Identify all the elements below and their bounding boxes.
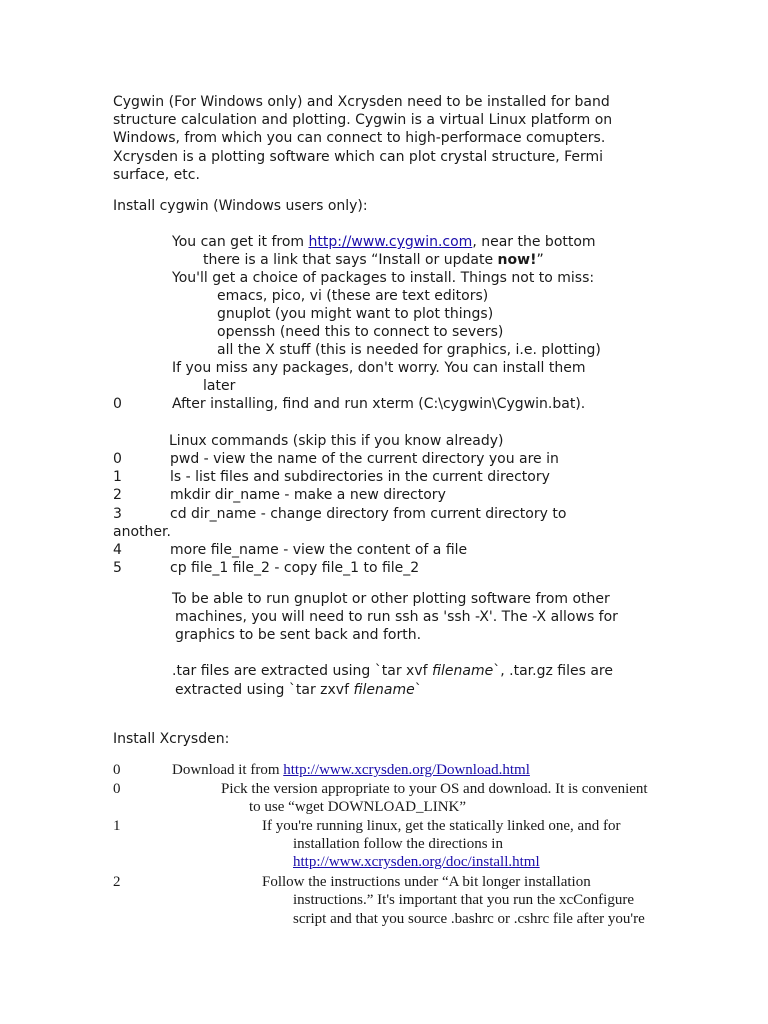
cygwin-miss-line: If you miss any packages, don't worry. You can install them (172, 360, 586, 376)
cygwin-now-bold: now! (497, 252, 537, 268)
step-num: 0 (113, 781, 121, 797)
step-num: 0 (113, 762, 121, 778)
xcrysden-heading: Install Xcrysden: (113, 731, 230, 747)
cygwin-get-prefix: You can get it from (172, 234, 309, 250)
intro-paragraph: Cygwin (For Windows only) and Xcrysden need to be installed for band structure calculation and plotting. Cygwin is a virtual Linux platform on Windows, from which you can connect to high-performace comupters. Xcrysden is a plotting software which can plot crystal structure, Fermi surface, etc. (113, 94, 613, 183)
cygwin-miss-later: later (203, 378, 236, 394)
cygwin-link[interactable]: http://www.cygwin.com (308, 234, 473, 250)
step-text: Follow the instructions under “A bit longer installation (262, 874, 591, 890)
cygwin-link-line (203, 251, 544, 269)
tar-filename: filename (353, 682, 415, 698)
cygwin-get-suffix: , near the bottom (472, 234, 596, 250)
ssh-line: machines, you will need to run ssh as 'ssh -X'. The -X allows for (175, 609, 618, 625)
tar-text: extracted using `tar zxvf (175, 682, 354, 698)
command-continuation: another. (113, 524, 171, 540)
cygwin-link-line-text: there is a link that says “Install or update (203, 252, 498, 268)
tar-line-1 (172, 662, 613, 680)
step-text: instructions.” It's important that you run the xcConfigure (293, 892, 634, 908)
step-num: 1 (113, 818, 121, 834)
step-num: 2 (113, 874, 121, 890)
tar-line-2 (175, 681, 422, 699)
command-num: 3 (113, 506, 122, 522)
command-text: cd dir_name - change directory from current directory to (170, 506, 567, 522)
command-text: ls - list files and subdirectories in the current directory (170, 469, 550, 485)
command-num: 1 (113, 469, 122, 485)
cygwin-after-num: 0 (113, 396, 122, 412)
command-num: 0 (113, 451, 122, 467)
package-item: all the X stuff (this is needed for graphics, i.e. plotting) (217, 342, 601, 358)
package-item: gnuplot (you might want to plot things) (217, 306, 494, 322)
command-text: cp file_1 file_2 - copy file_1 to file_2 (170, 560, 420, 576)
step-text: If you're running linux, get the statically linked one, and for (262, 818, 621, 834)
install-link-text[interactable]: http://www.xcrysden.org/doc/install.html (293, 854, 540, 870)
step-text: to use “wget DOWNLOAD_LINK” (249, 799, 467, 815)
cygwin-get-line (172, 233, 596, 251)
tar-text: .tar files are extracted using `tar xvf (172, 663, 432, 679)
step-text: Pick the version appropriate to your OS and download. It is convenient (221, 781, 648, 797)
cygwin-after-text: After installing, find and run xterm (C:\cygwin\Cygwin.bat). (172, 396, 586, 412)
step-text: Download it from (172, 762, 284, 778)
tar-text: ` (414, 682, 422, 698)
command-num: 2 (113, 487, 122, 503)
tar-filename: filename (431, 663, 494, 679)
command-text: more file_name - view the content of a file (170, 542, 468, 558)
package-item: openssh (need this to connect to severs) (217, 324, 504, 340)
package-item: emacs, pico, vi (these are text editors) (217, 288, 489, 304)
ssh-line: graphics to be sent back and forth. (175, 627, 422, 643)
ssh-line: To be able to run gnuplot or other plotting software from other (172, 591, 610, 607)
xcrysden-download-link[interactable]: http://www.xcrysden.org/Download.html (283, 762, 530, 778)
cygwin-heading: Install cygwin (Windows users only): (113, 198, 368, 214)
command-num: 5 (113, 560, 122, 576)
step-text: script and that you source .bashrc or .cshrc file after you're (293, 911, 645, 927)
tar-text: `, .tar.gz files are (493, 663, 613, 679)
xcrysden-install-link[interactable] (293, 853, 540, 871)
command-text: mkdir dir_name - make a new directory (170, 487, 446, 503)
command-num: 4 (113, 542, 122, 558)
command-text: pwd - view the name of the current directory you are in (170, 451, 559, 467)
cygwin-link-line-end: ” (536, 252, 544, 268)
step-text: installation follow the directions in (293, 836, 503, 852)
linux-heading: Linux commands (skip this if you know already) (169, 433, 504, 449)
cygwin-choice: You'll get a choice of packages to install. Things not to miss: (172, 270, 595, 286)
step-download (172, 761, 530, 779)
